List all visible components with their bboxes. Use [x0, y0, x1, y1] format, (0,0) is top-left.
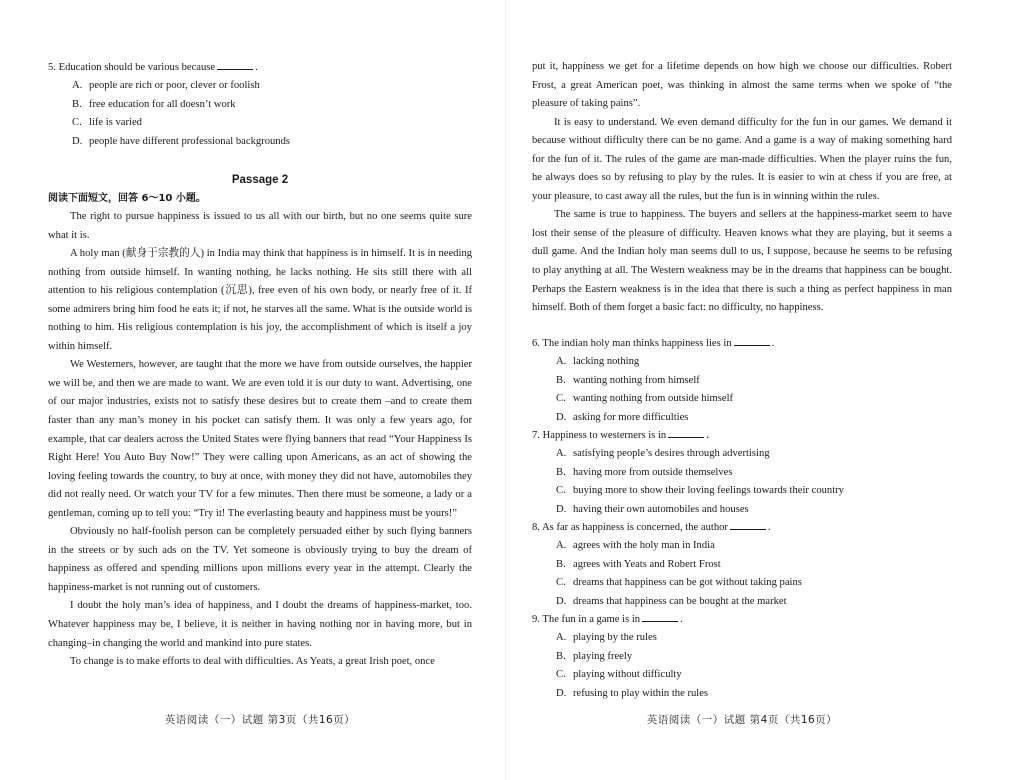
option-a: A. people are rich or poor, clever or foolish	[72, 80, 260, 92]
option-a: A. playing by the rules	[556, 632, 657, 644]
question-number: 7.	[532, 430, 540, 441]
question-6: 6. The indian holy man thinks happiness lies in . A. lacking nothing B. wanting nothing from himself C. wanting nothing from outside himself D. asking for more difficulties	[532, 335, 952, 427]
question-number: 5.	[48, 62, 56, 73]
answer-blank	[730, 519, 766, 530]
question-text: The indian holy man thinks happiness lies in	[542, 338, 732, 349]
paragraph-7: It is easy to understand. We even demand difficulty for the fun in our games. We demand it because without difficulty there can be no game. And a game is a way of making something hard for the fun of it. The rules of the game are man-made difficulties. When the player ruins the fun, he always does so by refusing to play by the rules. It is easier to win at chess if you are free, at your pleasure, to cast away all the rules, but the fun is in winning within the rules.	[532, 116, 952, 202]
option-b: B. playing freely	[556, 650, 633, 662]
question-5	[48, 59, 472, 151]
option-c: C. playing without difficulty	[556, 669, 682, 681]
page-footer-right: 英语阅读（一）试题 第4页（共16页）	[646, 714, 838, 726]
option-b: B. free education for all doesn’t work	[72, 98, 236, 110]
option-a: A. satisfying people’s desires through advertising	[556, 448, 770, 460]
question-7: 7. Happiness to westerners is in . A. satisfying people’s desires through advertising B. having more from outside themselves C. buying more to show their loving feelings towards their country D. having their own automobiles and houses	[532, 427, 952, 519]
paragraph-8: The same is true to happiness. The buyers and sellers at the happiness-market seem to have lost their sense of the pleasure of difficulty. Heaven knows what they are playing, but it seems a dull game. And the Indian holy man seems dull to us, I suppose, because he seems to be refusing to play anything at all. The Western weakness may be in the dreams that happiness can be bought. Perhaps the Eastern weakness is in the idea that there is such a thing as perfect happiness in man himself. Both of them forget a basic fact: no difficulty, no happiness.	[532, 209, 952, 314]
paragraph-3: We Westerners, however, are taught that the more we have from outside ourselves, the happier we will be, and then we are made to want. We are even told it is our duty to want. Advertising, one of our major industries, exists not to satisfy these desires but to create them –and to create them faster than any man’s money in his pocket can satisfy them. It was only a few years ago, for example, that car dealers across the United States were flying banners that read “Your Happiness Is Right Here! You Auto Buy Now!” They were calling upon Americans, as an act of showing the loving feeling towards the country, to buy at once, with money they did not have, automobiles they did not really need. Or watch your TV for a few minutes. Then there must be someone, a lady or a gentleman, coming up to tell you: “Try it! The everlasting beauty and happiness must be yours!”	[48, 359, 472, 519]
left-page	[48, 0, 472, 780]
passage-instruction: 阅读下面短文，回答 6～10 小题。	[48, 193, 206, 204]
question-8: 8. As far as happiness is concerned, the author . A. agrees with the holy man in India B. agrees with Yeats and Robert Frost C. dreams that happiness can be got without taking pains D. dreams that happiness can be bought at the market	[532, 519, 952, 611]
option-a: A. lacking nothing	[556, 356, 640, 368]
paragraph-5: I doubt the holy man’s idea of happiness, and I doubt the dreams of happiness-market, too. Whatever happiness may be, I believe, it is neither in having nothing nor in having more, but in changing–in changing the world and mankind into pure states.	[48, 600, 472, 649]
option-d: D. people have different professional backgrounds	[72, 135, 291, 147]
passage-body-right	[532, 58, 952, 318]
question-stem: 5. Education should be various because .	[48, 59, 472, 77]
option-d: D. asking for more difficulties	[556, 411, 689, 423]
question-number: 8.	[532, 522, 540, 533]
option-c: C. dreams that happiness can be got without taking pains	[556, 577, 802, 589]
option-c: C. life is varied	[72, 117, 142, 129]
right-page	[532, 0, 952, 780]
answer-blank	[217, 59, 253, 70]
option-b: B. agrees with Yeats and Robert Frost	[556, 558, 721, 570]
page-footer-left: 英语阅读（一）试题 第3页（共16页）	[164, 714, 356, 726]
answer-blank	[734, 335, 770, 346]
paragraph-1: The right to pursue happiness is issued to us all with our birth, but no one seems quite sure what it is.	[48, 211, 472, 241]
question-number: 6.	[532, 338, 540, 349]
option-a: A. agrees with the holy man in India	[556, 540, 715, 552]
option-d: D. having their own automobiles and houses	[556, 503, 749, 515]
passage-body-left	[48, 208, 472, 672]
passage-title: Passage 2	[231, 174, 289, 186]
question-text: As far as happiness is concerned, the author	[542, 522, 728, 533]
option-c: C. wanting nothing from outside himself	[556, 393, 734, 405]
option-d: D. refusing to play within the rules	[556, 687, 709, 699]
option-d: D. dreams that happiness can be bought at the market	[556, 595, 787, 607]
question-number: 9.	[532, 614, 540, 625]
paragraph-6: To change is to make efforts to deal with difficulties. As Yeats, a great Irish poet, once	[70, 656, 435, 668]
answer-blank	[642, 611, 678, 622]
page-divider	[505, 0, 506, 780]
question-text: Education should be various because	[58, 62, 216, 73]
option-c: C. buying more to show their loving feelings towards their country	[556, 485, 844, 497]
question-text: Happiness to westerners is in	[542, 430, 667, 441]
option-b: B. wanting nothing from himself	[556, 374, 700, 386]
answer-blank	[668, 427, 704, 438]
question-text: The fun in a game is in	[542, 614, 641, 625]
paragraph-2: A holy man (献身于宗教的人) in India may think that happiness is in himself. It is in needing nothing from outside himself. In wanting nothing, he lacks nothing. He sits still there with all attention to his religious contemplation (沉思), free even of his own body, or nearly free of it. If some admirers bring him food he eats it; if not, he starves all the same. What is the outside world is nothing to him. His religious contemplation is his joy, the accomplishment of which is itself a joy within himself.	[48, 248, 472, 352]
question-9: 9. The fun in a game is in . A. playing by the rules B. playing freely C. playing without difficulty D. refusing to play within the rules	[532, 611, 952, 703]
paragraph-4: Obviously no half-foolish person can be completely persuaded either by such flying banners in the streets or by such ads on the TV. Yet someone is obviously trying to buy the dream of happiness as offered and spending millions upon millions every year in the attempt. Clearly the happiness-market is not running out of customers.	[48, 526, 472, 593]
paragraph-continued: put it, happiness we get for a lifetime depends on how high we choose our difficulties. Robert Frost, a great American poet, was thinking in almost the same terms when we spoke of “the pleasure of taking pains”.	[532, 61, 952, 110]
option-b: B. having more from outside themselves	[556, 466, 733, 478]
